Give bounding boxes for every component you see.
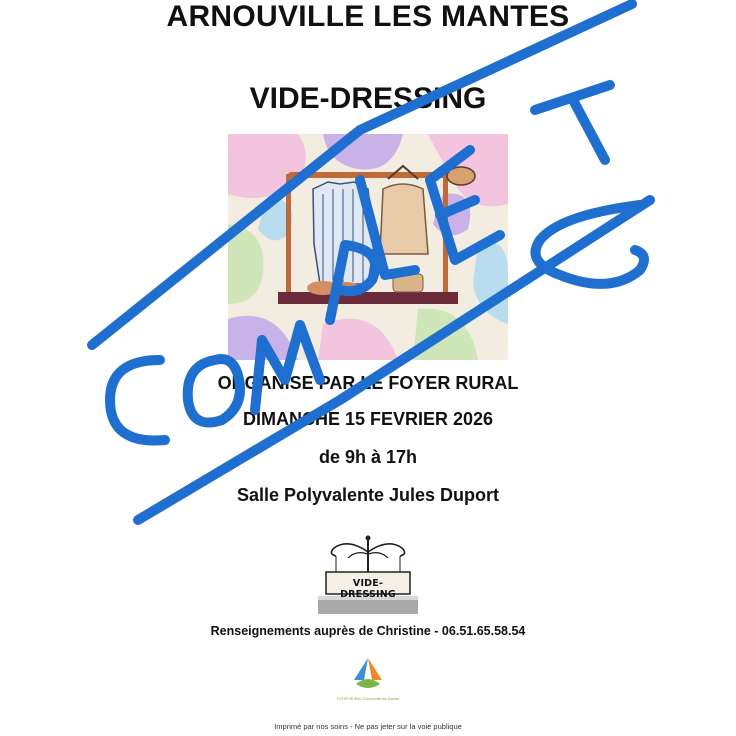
foyer-rural-logo <box>346 656 390 696</box>
event-hours: de 9h à 17h <box>318 447 418 467</box>
event-title: VIDE-DRESSING <box>249 82 487 115</box>
logo-caption: FOYER RURAL D'Arnouville-les-Mantes <box>336 697 400 701</box>
event-venue: Salle Polyvalente Jules Duport <box>236 485 500 505</box>
contact-line: Renseignements auprès de Christine - 06.51.65.58.54 <box>210 624 526 638</box>
town-title: ARNOUVILLE LES MANTES <box>166 0 570 33</box>
event-date: DIMANCHE 15 FEVRIER 2026 <box>242 409 494 429</box>
organizer-line: ORGANISE PAR LE FOYER RURAL <box>217 373 519 393</box>
sign-label: VIDE-DRESSING <box>340 578 396 600</box>
print-notice: Imprimé par nos soins - Ne pas jeter sur la voie publique <box>274 722 462 731</box>
clothing-rack-illustration <box>228 134 508 360</box>
vide-dressing-sign <box>318 530 418 614</box>
